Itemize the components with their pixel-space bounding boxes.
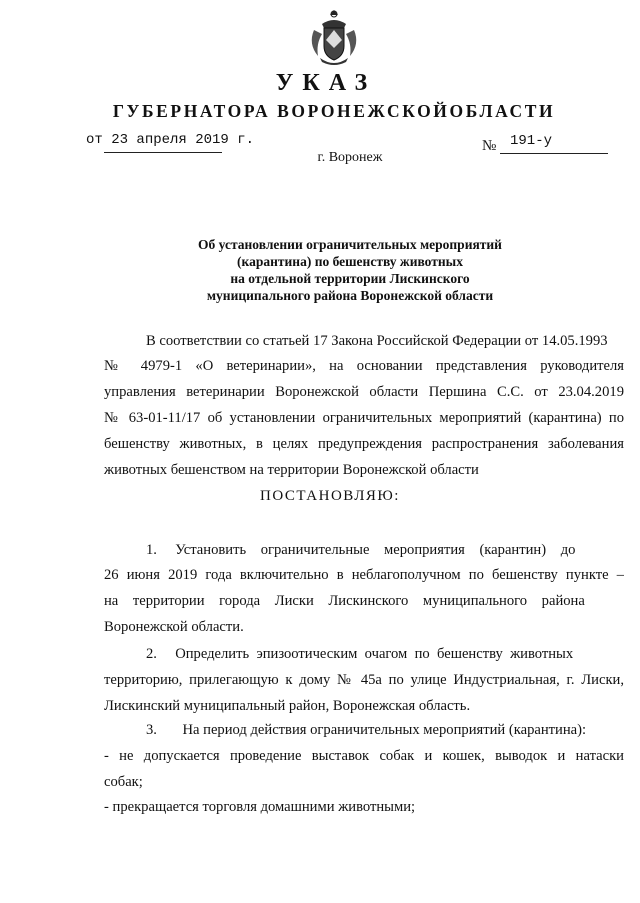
date-prefix: от (86, 132, 103, 148)
preamble-line: № 63-01-11/17 об установлении ограничительных мероприятий (карантина) по (104, 410, 624, 426)
item-line: 3. На период действия ограничительных мероприятий (карантина): (146, 722, 587, 738)
item-line: Лискинский муниципальный район, Воронежская область. (104, 698, 471, 714)
title-line: на отдельной территории Лискинского (230, 271, 470, 286)
decree-word: ПОСТАНОВЛЯЮ: (260, 488, 400, 504)
preamble-line: № 4979-1 «О ветеринарии», на основании представления руководителя (104, 358, 624, 374)
item-line: 1. Установить ограничительные мероприятия (карантин) до (146, 542, 576, 558)
preamble-line: животных бешенством на территории Воронежской области (104, 462, 479, 478)
preamble-line: бешенству животных, в целях предупреждения распространения заболевания (104, 436, 624, 452)
item-line: территорию, прилегающую к дому № 45а по улице Индустриальная, г. Лиски, (104, 672, 624, 688)
number-label: № (482, 138, 497, 154)
item-line: - не допускается проведение выставок собак и кошек, выводок и натаски (104, 748, 624, 764)
title-line: муниципального района Воронежской области (206, 288, 494, 303)
item-line: на территории города Лиски Лискинского муниципального района (104, 593, 585, 609)
coat-of-arms-icon (302, 6, 366, 70)
document-type-heading: УКАЗ (275, 70, 377, 96)
issuer-heading: ГУБЕРНАТОРА ВОРОНЕЖСКОЙОБЛАСТИ (112, 101, 556, 121)
preamble-line: В соответствии со статьей 17 Закона Российской Федерации от 14.05.1993 (146, 333, 608, 349)
preamble-line: управления ветеринарии Воронежской области Першина С.С. от 23.04.2019 (104, 384, 624, 400)
document-date (86, 132, 254, 148)
item-line: - прекращается торговля домашними животными; (104, 799, 416, 815)
item-line: Воронежской области. (104, 619, 244, 635)
date-value: 23 апреля 2019 г. (111, 132, 255, 148)
title-line: (карантина) по бешенству животных (237, 254, 463, 269)
item-line: 26 июня 2019 года включительно в неблагополучном по бешенству пункте – (104, 567, 624, 583)
document-number: 191-у (510, 133, 553, 149)
city-line: г. Воронеж (317, 150, 383, 165)
document-title (150, 236, 550, 304)
item-line: собак; (104, 774, 143, 790)
item-line: 2. Определить эпизоотическим очагом по бешенству животных (146, 646, 574, 662)
title-line: Об установлении ограничительных мероприятий (198, 237, 502, 252)
